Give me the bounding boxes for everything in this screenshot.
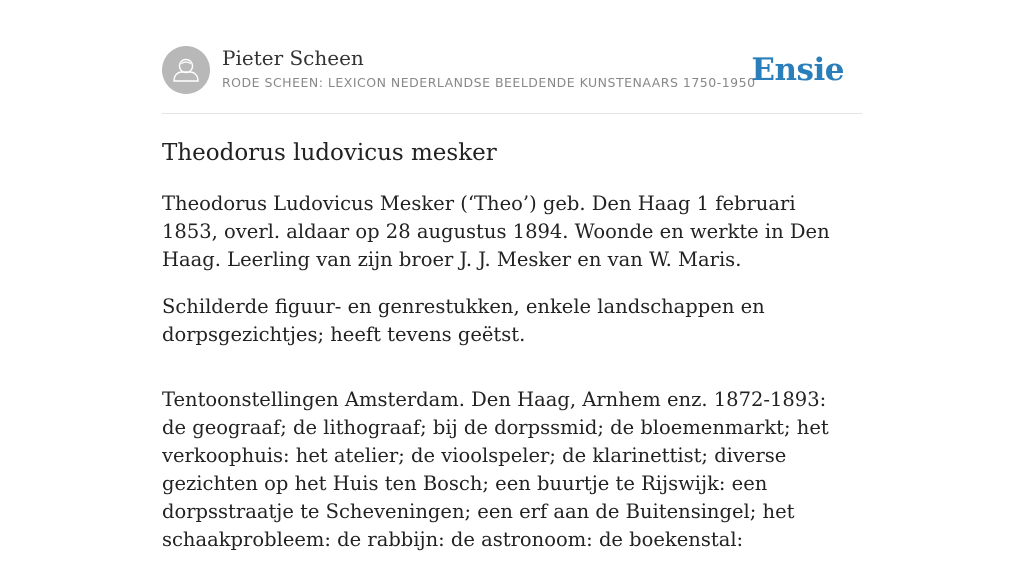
author-name[interactable]: Pieter Scheen bbox=[222, 46, 364, 70]
article-paragraph: Schilderde figuur- en genrestukken, enkele landschappen en dorpsgezichtjes; heeft tevens geëtst. bbox=[162, 295, 765, 346]
author-avatar[interactable] bbox=[162, 46, 210, 94]
article-body bbox=[162, 190, 862, 573]
article-paragraph: Theodorus Ludovicus Mesker (‘Theo’) geb. Den Haag 1 februari 1853, overl. aldaar op 28 augustus 1894. Woonde en werkte in Den Haag. Leerling van zijn broer J. J. Mesker en van W. Maris. bbox=[162, 192, 830, 271]
article-paragraph: Tentoonstellingen Amsterdam. Den Haag, Arnhem enz. 1872-1893: de geograaf; de lithograaf; bij de dorpssmid; de bloemenmarkt; het verkoophuis: het atelier; de vioolspeler; de klarinettist; diverse gezichten op het Huis ten Bosch; een buurtje te Rijswijk: een dorpsstraatje te Scheveningen; een erf aan de Buitensingel; het schaakprobleem: de rabbijn: de astronoom: de boekenstal: bbox=[162, 388, 829, 551]
article-title: Theodorus ludovicus mesker bbox=[162, 140, 497, 166]
article-header bbox=[162, 46, 862, 96]
ensie-logo[interactable]: Ensie bbox=[751, 52, 844, 88]
source-lexicon[interactable]: RODE SCHEEN: LEXICON NEDERLANDSE BEELDENDE KUNSTENAARS 1750-1950 bbox=[222, 75, 756, 90]
header-divider bbox=[162, 113, 862, 114]
user-silhouette-icon bbox=[162, 46, 210, 94]
